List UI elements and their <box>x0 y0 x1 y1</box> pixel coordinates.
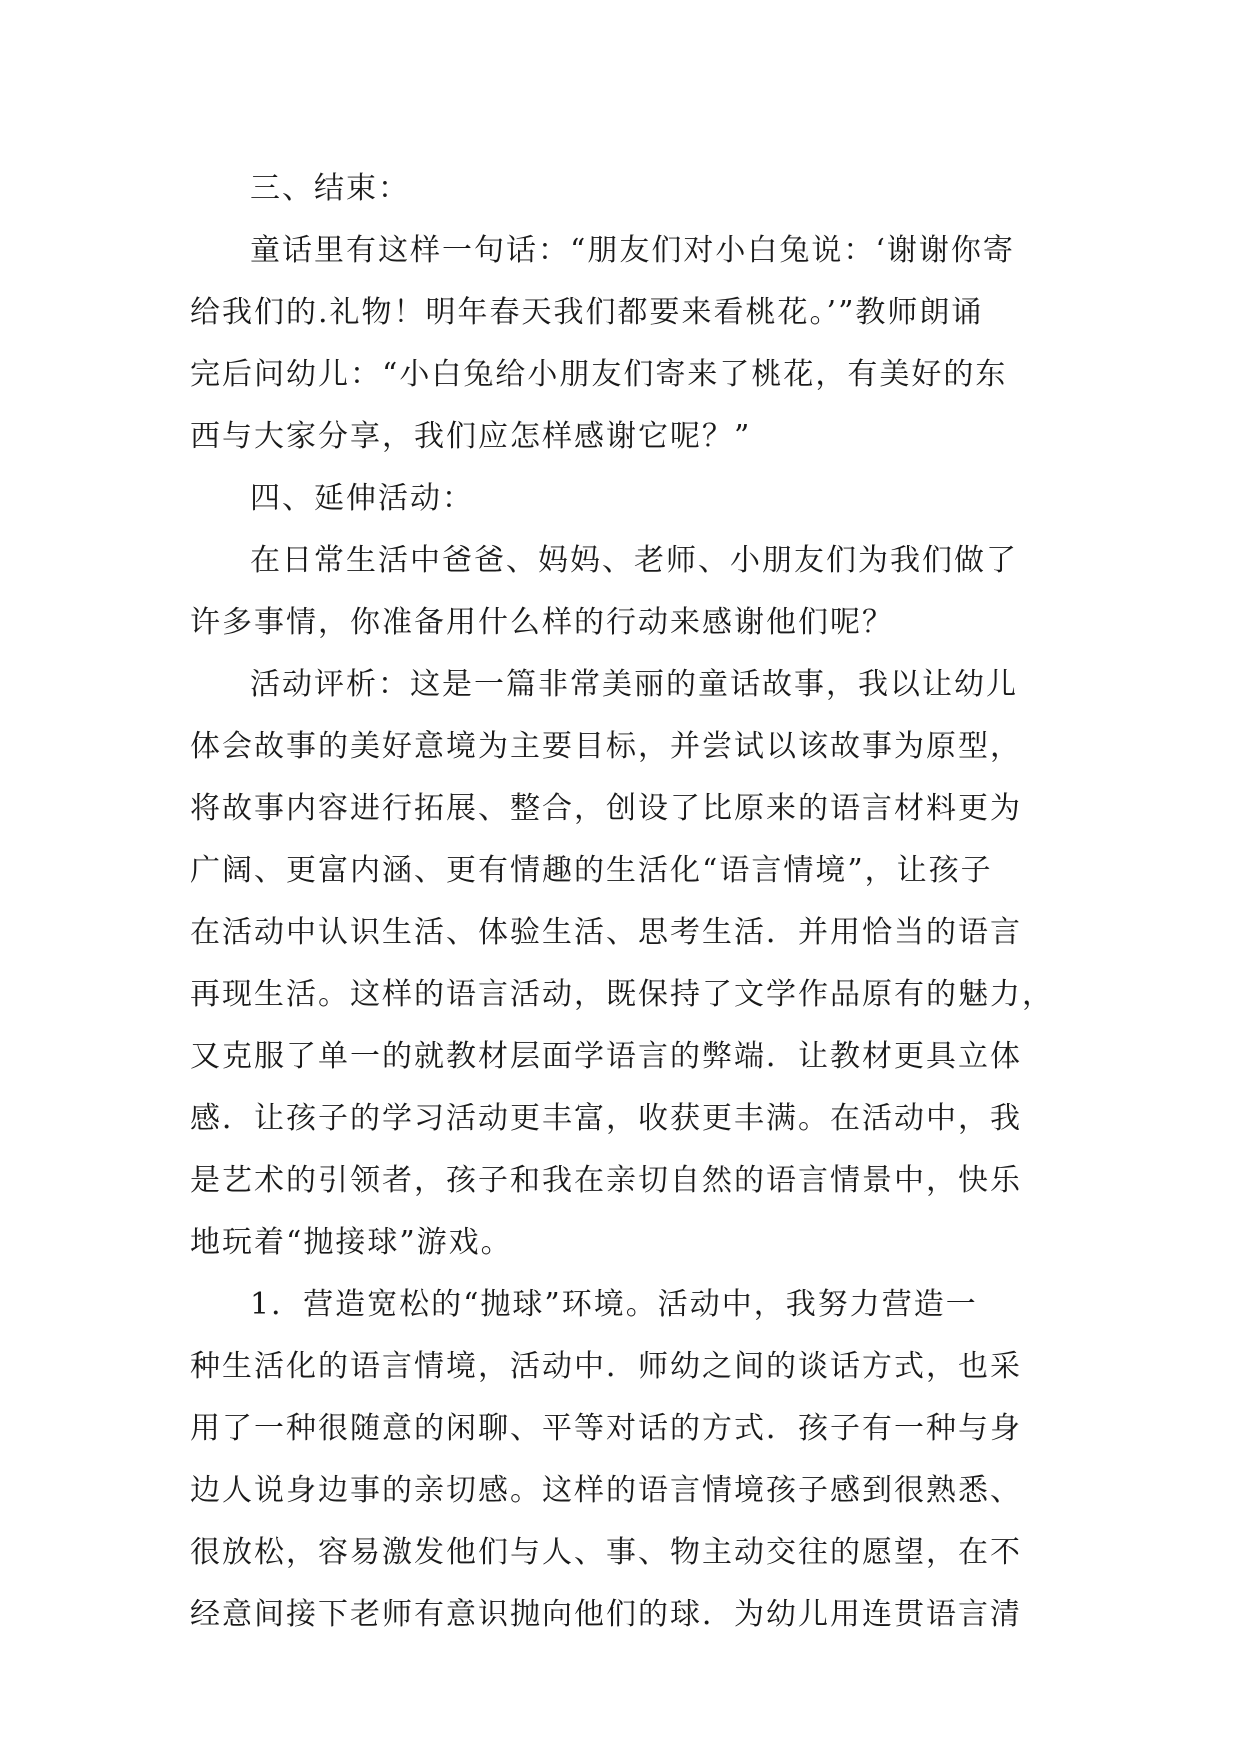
paragraph-line: 又克服了单一的就教材层面学语言的弊端．让教材更具立体 <box>190 1039 1022 1074</box>
paragraph-line: 童话里有这样一句话：“朋友们对小白兔说：‘谢谢你寄 <box>250 233 1015 268</box>
paragraph-line: 地玩着“抛接球”游戏。 <box>190 1225 513 1260</box>
paragraph-line: 种生活化的语言情境，活动中．师幼之间的谈话方式，也采 <box>190 1349 1022 1384</box>
paragraph-line: 感．让孩子的学习活动更丰富，收获更丰满。在活动中，我 <box>190 1101 1022 1136</box>
paragraph-line: 将故事内容进行拓展、整合，创设了比原来的语言材料更为 <box>190 791 1022 826</box>
section-heading-extension: 四、延伸活动： <box>250 481 474 516</box>
section-heading-ending: 三、结束： <box>250 171 410 206</box>
paragraph-line: 西与大家分享，我们应怎样感谢它呢？” <box>190 419 752 454</box>
paragraph-line: 在活动中认识生活、体验生活、思考生活．并用恰当的语言 <box>190 915 1022 950</box>
paragraph-line: 很放松，容易激发他们与人、事、物主动交往的愿望，在不 <box>190 1535 1022 1570</box>
paragraph-line: 经意间接下老师有意识抛向他们的球．为幼儿用连贯语言清 <box>190 1597 1022 1632</box>
paragraph-line: 广阔、更富内涵、更有情趣的生活化“语言情境”，让孩子 <box>190 853 993 888</box>
paragraph-line: 是艺术的引领者，孩子和我在亲切自然的语言情景中，快乐 <box>190 1163 1022 1198</box>
paragraph-line: 再现生活。这样的语言活动，既保持了文学作品原有的魅力， <box>190 977 1054 1012</box>
document-body <box>190 158 1054 1646</box>
paragraph-line: 边人说身边事的亲切感。这样的语言情境孩子感到很熟悉、 <box>190 1473 1022 1508</box>
paragraph-line: 活动评析：这是一篇非常美丽的童话故事，我以让幼儿 <box>250 667 1018 702</box>
paragraph-line: 体会故事的美好意境为主要目标，并尝试以该故事为原型， <box>190 729 1022 764</box>
paragraph-line: 用了一种很随意的闲聊、平等对话的方式．孩子有一种与身 <box>190 1411 1022 1446</box>
paragraph-line: 在日常生活中爸爸、妈妈、老师、小朋友们为我们做了 <box>250 543 1018 578</box>
paragraph-line: 1．营造宽松的“抛球”环境。活动中，我努力营造一 <box>250 1287 978 1322</box>
paragraph-line: 完后问幼儿：“小白兔给小朋友们寄来了桃花，有美好的东 <box>190 357 1008 392</box>
paragraph-line: 给我们的.礼物！明年春天我们都要来看桃花。’”教师朗诵 <box>190 295 984 330</box>
paragraph-line: 许多事情，你准备用什么样的行动来感谢他们呢？ <box>190 605 894 640</box>
